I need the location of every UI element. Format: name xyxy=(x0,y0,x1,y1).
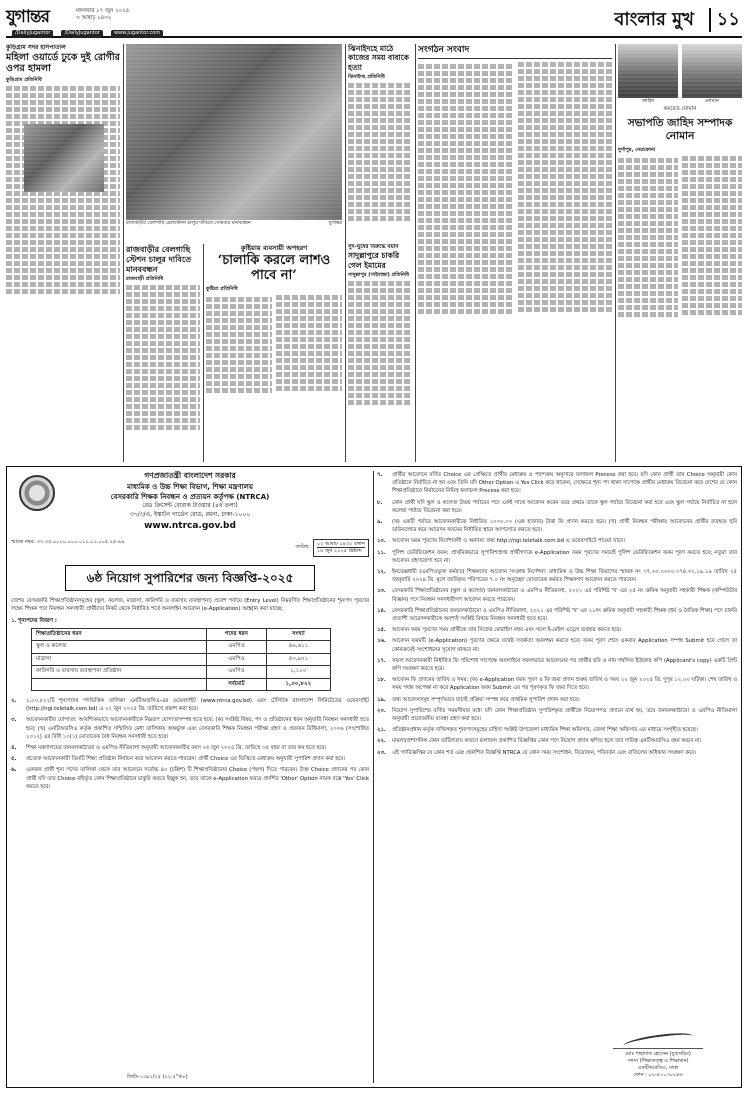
clause-text: প্রত্যেক আবেদনকারী তিনটি শিক্ষা প্রতিষ্ঠান নির্বাচন করে আবেদন করতে পারবেন। প্রার্থী Choice এর ভিত্তিতে মেধাক্রম অনুযায়ী সুপারিশ প্রদান করা হবে। xyxy=(26,756,345,763)
date-gregorian: ১৬ জুন ২০২৫ খ্রিষ্টাব্দ xyxy=(316,548,362,555)
story-murder[interactable] xyxy=(348,44,412,240)
portrait-photo xyxy=(682,44,742,98)
story-kidnap[interactable] xyxy=(206,244,342,462)
clause-number: ১২. xyxy=(377,569,386,576)
vacancy-table xyxy=(31,628,331,691)
story-byline: কুড়িগ্রাম প্রতিনিধি xyxy=(6,76,42,83)
clause-text: পুলিশ ভেরিফিকেশন ফরম: প্রাথমিকভাবে সুপারিশপ্রাপ্ত প্রার্থীগণকে e-Application ফরম পূরণের সময়েই পুলিশ ভেরিফিকেশন ফরম পূরণ করতে হবে; নতুবা তার আবেদন গ্রহণযোগ্য হবে না। xyxy=(392,549,737,564)
clause-number: ১০. xyxy=(377,538,386,545)
signer-name: মোঃ শাহাদাত হোসেন (যুগ্মসচিব) xyxy=(625,1051,691,1057)
story-station[interactable] xyxy=(126,244,200,462)
clause-number: ১৩. xyxy=(377,588,386,595)
org-website[interactable]: www.ntrca.gov.bd xyxy=(144,520,236,531)
notice-clause xyxy=(11,744,369,752)
table-cell: মাদ্রাসা xyxy=(32,653,207,665)
clause-text: একজন প্রার্থী শূন্য পদের তালিকা থেকে তার আবেদনে সর্বোচ্চ ৪০ (চল্লিশ) টি শিক্ষাপ্রতিষ্ঠানের Choice (পছন্দ) দিতে পারবেন। উক্ত Choice প্রদানের পর কোন প্রার্থী যদি তার Choice বহির্ভূত কোন শিক্ষাপ্রতিষ্ঠানে চাকুরি করতে ইচ্ছুক হন, তবে তাকে e-Application ফরমে প্রদর্শিত 'Other' Option নামক বক্সে 'Yes' Click করতে হবে। xyxy=(26,767,369,790)
notice-right-items xyxy=(377,471,737,757)
story-body xyxy=(348,281,412,405)
story-body xyxy=(206,295,342,394)
clause-text: ইনডেক্সধারী (এমপিওভুক্ত কর্মরত) শিক্ষকদের আবেদন সংক্রান্ত নির্দেশনা: মাধ্যমিক ও উচ্চ শিক্ষা বিভাগের স্মারক নং ৩৭.০০.০০০০.০৭৪.৩২.১৯.১৯ তারিখ ২৫ জানুয়ারি ২০২৪ খ্রি. মূলে জারিকৃত পরিপত্রের ৭.০ নং অনুচ্ছেদ মোতাবেক কর্মরত শিক্ষকগণ আবেদন করতে পারবেন। xyxy=(392,569,737,584)
story-headline: রাজবাড়ীর বেলগাছি স্টেশন চালুর দাবিতে মানববন্ধন xyxy=(126,244,192,274)
website-link[interactable]: www.jugantor.com xyxy=(111,30,163,38)
clause-text: বেসরকারি শিক্ষাপ্রতিষ্ঠানের জনবলকাঠামো ও এমপিও নীতিমালা, ২০২১ এর পরিশিষ্ট 'খ' এর ২১নং ক্রমিক অনুযায়ী সহকারী শিক্ষক (ধর্ম ও নৈতিক শিক্ষা) পদে চাকরি প্রত্যাশী আবেদনকারীকে অবশ্যই সংশ্লিষ্ট বিষয়ে নিবন্ধন সনদধারী হতে হবে। xyxy=(392,607,737,623)
org-news xyxy=(418,44,612,462)
notice-clause xyxy=(377,587,737,603)
portrait-caption: কমরেড নোমান xyxy=(663,105,697,112)
clause-text: প্রতিষ্ঠানপ্রধান কর্তৃক দাখিলকৃত শূন্যপদসমূহের চাহিদা সংশ্লিষ্ট উপজেলা মাধ্যমিক শিক্ষা অফিসার, জেলা শিক্ষা অফিসার এর মাধ্যমে সংগৃহীত হয়েছে। xyxy=(392,727,698,734)
clause-number: ৮. xyxy=(377,499,383,506)
facebook-link[interactable]: /DailyJugantor xyxy=(12,30,53,38)
notice-clause xyxy=(11,755,369,763)
notice-clause xyxy=(377,696,737,704)
org-line: রেড ক্রিসেন্ট বোরাক টাওয়ার (৪র্থ তলা) xyxy=(142,502,238,510)
photo-story xyxy=(126,44,342,240)
newspaper-logo[interactable]: যুগান্তর xyxy=(6,7,49,27)
notice-clause xyxy=(377,549,737,565)
memo-number: স্মারক নম্বর: ৩৭.৩৫.০০০০.০০০.০১১.০১.০০৫.২৫-৯৯ xyxy=(11,538,125,545)
clause-number: ১৭. xyxy=(377,657,386,664)
clause-number: ৫. xyxy=(11,756,17,763)
signature-icon xyxy=(613,1031,703,1049)
notice-clause xyxy=(11,697,369,713)
clause-text: আবেদন ফরম পূরণের সময় প্রার্থীকে তার নিজের মোবাইল নম্বর এবং সচল ই-মেইল এড্রেস ব্যবহার করতে হবে। xyxy=(392,627,622,634)
signer-org: এনটিআরসিএ, ঢাকা xyxy=(637,1065,679,1071)
table-row xyxy=(32,666,331,678)
clause-text: তথ্য আবেদনসমূহ সম্পূর্ণভাবে যাচাই প্রক্রিয়া সম্পন্ন করে প্রাথমিক সুপারিশ প্রদান করা হবে। xyxy=(392,696,580,703)
notice-clause xyxy=(11,766,369,791)
clause-text: আবেদন ফি প্রদানের তারিখ ও সময়: (ক) e-Application ফরম পূরণ ও ফি জমা প্রদান শুরুর তারিখ ও সময় ২২ জুন ২০২৫ খ্রি. দুপুর ১২.০০ ঘটিকা। শেষ তারিখ ও সময় পর্যন্ত অপেক্ষা না করে Application ফরম Submit এর পর পূরণকৃত ফি জমা দিতে হবে। xyxy=(392,677,737,692)
date-box xyxy=(313,539,369,558)
portrait-photo xyxy=(618,44,678,98)
story-body xyxy=(348,83,412,221)
clause-text: সফল আবেদনকারী নির্ধারিত ফি পরিশোধ সাপেক্ষে অনলাইনে সফলভাবে আবেদনের পর প্রার্থীর ছবি ও নাম সম্বলিত ইউজার কপি (Applicant's copy) একটি প্রিন্ট কপি সংরক্ষণ করতে হবে। xyxy=(392,657,737,673)
photo-credit: যুগান্তর xyxy=(328,221,342,226)
story-byline: রাজবাড়ী প্রতিনিধি xyxy=(126,276,164,282)
notice-clause xyxy=(377,607,737,623)
masthead xyxy=(6,6,742,38)
section-title: বাংলার মুখ xyxy=(614,9,694,30)
clause-number: ১৪. xyxy=(377,607,386,614)
clause-number: ১১. xyxy=(377,549,386,556)
date-label: তারিখ: xyxy=(295,544,310,551)
clause-number: ২১. xyxy=(377,727,386,734)
signer-title: সদস্য (শিক্ষাতত্ত্ব ও শিক্ষামান) xyxy=(627,1058,689,1064)
org-news-body xyxy=(418,62,612,315)
story-byline: ঝিনাইদহ প্রতিনিধি xyxy=(348,74,385,81)
table-header: পদের ধরন xyxy=(207,628,267,640)
notice-clause xyxy=(377,568,737,584)
rally-photo xyxy=(126,44,342,220)
notice-left-items xyxy=(11,697,369,791)
table-header: শিক্ষাপ্রতিষ্ঠানের ধরন xyxy=(32,628,207,640)
photo-caption: রাজবাড়ীর বেলগাছি রেলস্টেশন চালুর দাবিতে সোমবার মানববন্ধন xyxy=(126,221,251,226)
clause-text: এই গণবিজ্ঞপ্তির যে কোন শর্ত এবং প্রকাশিত বিজ্ঞপ্তি NTRCA যে কোন সময় সংশোধন, বিয়োজন, পরিবর্তন এবং বাতিলের অধিকার সংরক্ষণ করে। xyxy=(392,749,696,756)
clause-text: আবেদন ফরম পূরণের নির্দেশাবলী ও অন্যান্য তথ্য http://ngi.teletalk.com.bd এ ওয়েবসাইটে পাওয়া যাবে। xyxy=(392,538,625,545)
hospital-photo xyxy=(24,124,104,192)
memo-date xyxy=(296,539,369,558)
portrait-zahid xyxy=(618,44,678,105)
portrait-noman xyxy=(682,44,742,105)
notice-clause xyxy=(11,716,369,741)
clause-number: ৭. xyxy=(377,472,383,478)
clause-text: নিয়োগ সুপারিশের বর্ণিত সময়সীমার মধ্যে যদি কোন শিক্ষাপ্রতিষ্ঠান সুপারিশকৃত প্রার্থীকে নিয়োগপত্র প্রদানে ব্যর্থ হয়, তবে জনবলকাঠামো ও এমপিও নীতিমালা অনুযায়ী প্রয়োজনীয় ব্যবস্থা গ্রহণ করা হবে। xyxy=(392,707,737,723)
notice-clause xyxy=(377,737,737,745)
table-cell: কারিগরি ও ব্যবসায় ব্যবস্থাপনা প্রতিষ্ঠান xyxy=(32,666,207,678)
portrait-name: জাহিদ xyxy=(641,98,655,104)
story-hospital[interactable] xyxy=(6,44,120,462)
story-body xyxy=(618,156,742,318)
story-byline: দুর্গাপুর, নেত্রকোনা xyxy=(618,147,656,154)
date-line-1: মঙ্গলবার ১৭ জুন ২০২৫ xyxy=(76,8,130,14)
table-header-row xyxy=(32,628,331,640)
clause-number: ৬. xyxy=(11,767,17,774)
clause-text: মামলা/প্রশাসনিক কোন জটিলতায় কারণে ফলাফল প্রকাশিত বিজ্ঞপ্তির কোন পদে নিয়োগ প্রদান স্থগিত হলে তার দায়িত্ব এনটিআরসিএ বহন করবে না। xyxy=(392,738,702,745)
twitter-link[interactable]: /DailyJugantor xyxy=(61,30,102,38)
date-line-2: ৩ আষাঢ় ১৪৩২ xyxy=(76,15,112,22)
clause-number: ৯. xyxy=(377,519,383,526)
table-cell: এমপিও xyxy=(207,641,267,653)
vacancy-label: ১. শূন্যপদের বিবরণ : xyxy=(11,617,57,624)
clause-number: ১৯. xyxy=(377,696,386,703)
memo-row xyxy=(11,539,369,558)
story-kicker: কুষ্টিয়ায় ব্যবসায়ী অপহরণ xyxy=(240,244,308,252)
notice-clause xyxy=(377,749,737,757)
ntrca-notice xyxy=(6,466,742,1088)
org-line: ৩৭/৩/এ, ইস্কাটন গার্ডেন রোড, রমনা, ঢাকা-১০০০ xyxy=(129,510,251,518)
org-line: গণপ্রজাতন্ত্রী বাংলাদেশ সরকার xyxy=(144,471,236,480)
portrait-name: নোমান xyxy=(705,98,719,104)
table-row xyxy=(32,653,331,665)
clause-number: ৩. xyxy=(11,717,17,724)
clause-text: কোন প্রার্থী যদি স্কুল ও কলেজ উভয় পর্যায়ের পদে একই সাথে আবেদন করেন তবে প্রথমে তাকে স্কুল পর্যায়ে বিবেচনা করা হবে এবং স্কুল পর্যায়ে নির্বাচিত না হলে কলেজ পর্যায়ে বিবেচনা করা হবে। xyxy=(392,499,737,514)
table-cell: ১,০০,৮২২ xyxy=(266,678,330,690)
notice-clause xyxy=(377,707,737,723)
clause-number: ২২. xyxy=(377,738,386,745)
clause-number: ১৫. xyxy=(377,627,386,634)
table-total-row xyxy=(32,678,331,690)
table-cell: ১,১১০ xyxy=(266,666,330,678)
table-cell: এমপিও xyxy=(207,666,267,678)
clause-text: আবেদনকারীর যোগ্যতা: আবশ্যিকভাবে আবেদনকারীকে নিম্নরূপ যোগ্যতাসম্পন্ন হতে হবে: (ক) সংশ্লিষ্ট বিষয়, পদ ও প্রতিষ্ঠানের ধরন অনুযায়ী নিবন্ধন সনদধারী হতে হবে; (খ) এনটিআরসিএ কর্তৃক প্রকাশিত সম্মিলিত মেধা তালিকায় অন্তর্ভুক্ত এবং বেসরকারি শিক্ষক নিবন্ধন পরীক্ষা গ্রহণ ও প্রত্যয়ন বিধিমালা, ২০০৬ (সংশোধিত ২০১২) এর বিধি ১০(১) মোতাবেক বৈধ নিবন্ধন সনদধারী হতে হবে। xyxy=(26,717,369,740)
page-number: ১১ xyxy=(709,8,740,32)
table-cell: ৪৬,৬১১ xyxy=(266,641,330,653)
notice-clause xyxy=(377,537,737,545)
table-cell: স্কুল ও কলেজ xyxy=(32,641,207,653)
committee-story[interactable] xyxy=(618,44,742,462)
clause-number: ৪. xyxy=(11,745,17,751)
signer-phone: ফোন : ০২-৪১০৩০০৪৬ xyxy=(633,1072,683,1078)
table-cell: সর্বমোট xyxy=(207,678,267,690)
notice-clause xyxy=(377,726,737,734)
table-row xyxy=(32,641,331,653)
clause-number: ১৮. xyxy=(377,677,386,684)
table-cell xyxy=(32,678,207,690)
story-kicker: কুড়িগ্রাম সদর হাসপাতাল xyxy=(6,44,66,51)
table-header: সংখ্যা xyxy=(266,628,330,640)
notice-right-column xyxy=(377,471,737,760)
notice-clause xyxy=(377,471,737,496)
notice-left-column xyxy=(11,471,369,794)
org-line: মাধ্যমিক ও উচ্চ শিক্ষা বিভাগ, শিক্ষা মন্ত্রণালয় xyxy=(127,482,253,491)
notice-clause xyxy=(377,637,737,653)
story-headline: সাদুল্লাপুরে চাকরি গেল ইমামের xyxy=(348,251,400,270)
clause-number: ২০. xyxy=(377,707,386,714)
story-byline: কুষ্টিয়া প্রতিনিধি xyxy=(206,285,238,292)
story-headline: সভাপতি জাহিদ সম্পাদক নোমান xyxy=(627,117,733,143)
clause-text: বেসরকারি শিক্ষাপ্রতিষ্ঠানের (স্কুল ও কলেজ) জনবলকাঠামো ও এমপিও নীতিমালা, ২০২১ এর পরিশিষ্ট 'খ' এর ২৫ নং ক্রমিক অনুযায়ী সহকারী শিক্ষক (কম্পিউটার বিজ্ঞান) পদে নিবন্ধন সনদধারীগণ আবেদন করতে পারবেন। xyxy=(392,588,737,603)
story-kicker: সুদ-ঘুষের বিরুদ্ধে বয়ান xyxy=(348,244,399,250)
date-bangla: ০২ আষাঢ় ১৪৩২ বঙ্গাব্দ xyxy=(316,540,365,547)
notice-clause xyxy=(377,676,737,692)
story-headline: ‘চালাকি করলে লাশও পাবে না’ xyxy=(217,252,331,284)
story-imam[interactable] xyxy=(348,244,412,462)
org-line: বেসরকারি শিক্ষক নিবন্ধন ও প্রত্যয়ন কর্তৃপক্ষ (NTRCA) xyxy=(110,493,270,502)
notice-intro: দেশের বেসরকারি শিক্ষাপ্রতিষ্ঠানসমূহের (স্কুল, কলেজ, মাদ্রাসা, কারিগরি ও ব্যবসায় ব্যবস্থাপনা) প্রবেশ পর্যায়ে (Entry Level) নিম্নবর্ণিত শিক্ষাপ্রতিষ্ঠানের শূন্যপদ পূরণের লক্ষ্যে শিক্ষক পদে নিবন্ধন সনদধারী প্রার্থীদের নিকট থেকে নির্ধারিত শর্তে অনলাইন আবেদন (e-Application) আহ্বান করা যাচ্ছে: xyxy=(11,598,369,613)
photo-caption-row xyxy=(126,221,342,227)
dateline xyxy=(76,8,129,23)
social-links xyxy=(12,30,163,38)
dfp-reference: জিডি-১৩৮১/২৫ (১২.৫"×৮) xyxy=(127,1074,188,1081)
story-headline: ঝিনাইদহে মাঠে কাজের সময় বাবাকে হত্যা xyxy=(348,44,409,72)
notice-clause xyxy=(377,657,737,673)
clause-text: (ক) একটি পর্যায়ে আবেদনকারীকে নির্ধারিত ১০০০.০০ (এক হাজার) টাকা ফি প্রদান করতে হবে। (খ) প্রার্থী নিবন্ধন পরীক্ষায় আবেদনের প্রার্থীর ব্যবহৃত ছবি ডাউনলোড করে আবেদন ফরমের নির্ধারিত স্থানে আপলোড করতে হবে। xyxy=(392,519,737,534)
clause-number: ১৬. xyxy=(377,638,386,645)
clause-text: আবেদন ফরমটি (e-Application) পূরণের ক্ষেত্রে যথেষ্ট সতর্কতা অবলম্বন করতে হবে। ফরম পূরণ শেষে একবার Application সম্পন্ন Submit হয়ে গেলে তা কোনক্রমেই সংশোধনের সুযোগ থাকবে না। xyxy=(392,638,737,653)
notice-clause xyxy=(377,499,737,515)
column-divider xyxy=(373,471,374,1083)
clause-text: শিক্ষা মন্ত্রণালয়ের জনবলকাঠামো ও এমপিও নীতিমালা অনুযায়ী আবেদনকারীর বয়স ০৫ জুন ২০২৫ খ্রি. তারিখে ৩৫ বছর বা তার কম হতে হবে। xyxy=(26,745,327,751)
story-body xyxy=(126,285,200,430)
table-cell: ৫৩,৯০১ xyxy=(266,653,330,665)
notice-org-header xyxy=(11,471,369,533)
story-headline: মহিলা ওয়ার্ডে ঢুকে দুই রোগীর ওপর হামলা xyxy=(6,52,120,75)
org-news-header: সংগঠন সংবাদ xyxy=(418,44,612,59)
clause-number: ২. xyxy=(11,697,17,704)
clause-text: ১,০০,৮২২টি শূন্যপদের পদভিত্তিক তালিকা এনটিআরসিএ-এর ওয়েবসাইট (www.ntrca.gov.bd) এবং টেলিটক বাংলাদেশ লিমিটেডের ওয়েবসাইট (http://ngi.teletalk.com.bd) এ ২২ জুন ২০২৫ খ্রি. তারিখে প্রকাশ করা হবে। xyxy=(26,697,369,713)
portrait-row xyxy=(618,44,742,105)
clause-number: ২৩. xyxy=(377,749,386,756)
notice-clause xyxy=(377,626,737,634)
signature-block xyxy=(583,1031,733,1079)
table-cell: এমপিও xyxy=(207,653,267,665)
notice-clause xyxy=(377,518,737,534)
clause-text: প্রার্থীর আবেদনে বর্ণিত Choice এর প্রেক্ষিতে প্রার্থীর মেধাক্রম ও পছন্দক্রম অনুসারে ফলাফল Process করা হবে। যদি কোন প্রার্থী তার Choice অনুযায়ী কোন প্রতিষ্ঠানে নির্বাচিত না হন এবং তিনি যদি Other Option এ Yes Click করে থাকেন, সেক্ষেত্রে শূন্য পদ থাকা সাপেক্ষে প্রার্থীর মেধাক্রম বিবেচনা করে দেশের যে কোন শিক্ষাপ্রতিষ্ঠানে নির্বাচনের নিমিত্ত ফলাফল Process করা হবে। xyxy=(392,472,737,495)
notice-title: ৬ষ্ঠ নিয়োগ সুপারিশের জন্য বিজ্ঞপ্তি-২০২৫ xyxy=(65,565,315,591)
story-byline: সাদুল্লাপুর (গাইবান্ধা) প্রতিনিধি xyxy=(348,272,410,279)
